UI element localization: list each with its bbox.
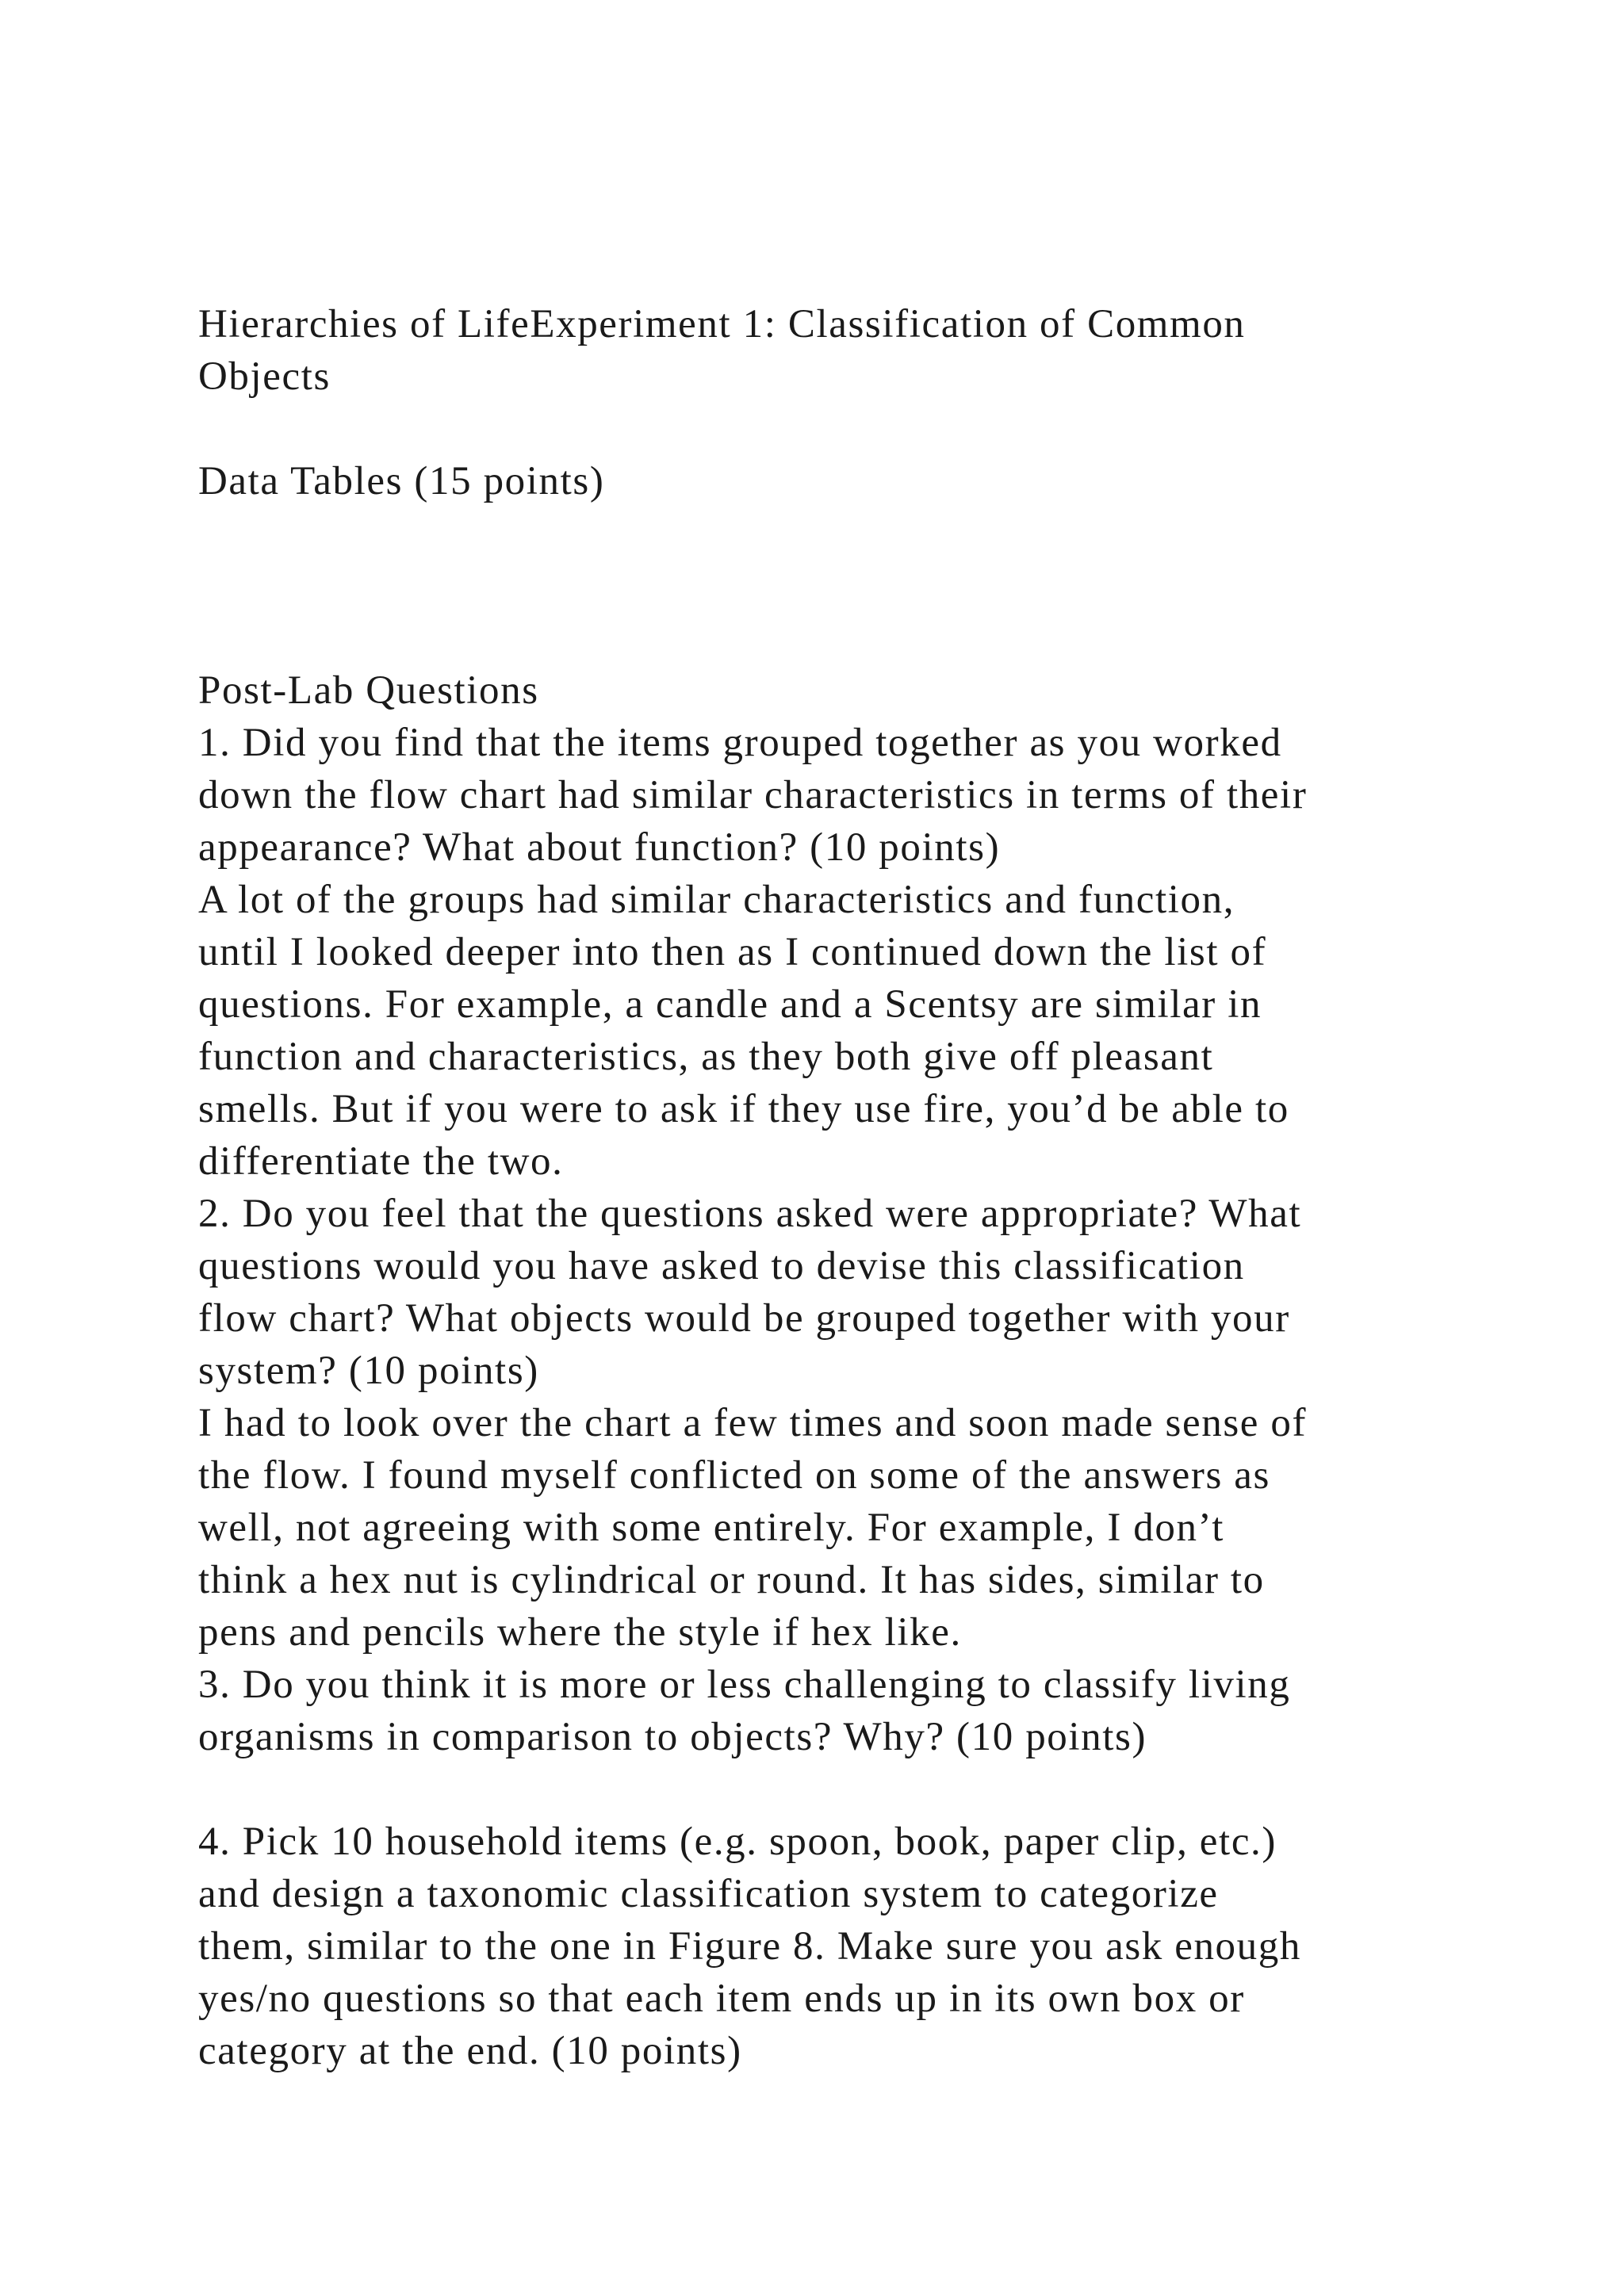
- text-line: and design a taxonomic classification system to categorize: [198, 1872, 1219, 1916]
- text-line: 3. Do you think it is more or less challenging to classify living: [198, 1663, 1291, 1707]
- text-line: I had to look over the chart a few times and soon made sense of: [198, 1401, 1308, 1445]
- text-line: questions. For example, a candle and a Scentsy are similar in: [198, 982, 1262, 1027]
- blank-line: [198, 507, 1507, 560]
- text-line: category at the end. (10 points): [198, 2029, 742, 2073]
- text-line: down the flow chart had similar characteristics in terms of their: [198, 773, 1308, 817]
- text-line: 4. Pick 10 household items (e.g. spoon, book, paper clip, etc.): [198, 1820, 1277, 1864]
- text-line: Data Tables (15 points): [198, 459, 605, 503]
- text-line: well, not agreeing with some entirely. For example, I don’t: [198, 1506, 1225, 1550]
- text-line: organisms in comparison to objects? Why? (10 points): [198, 1715, 1147, 1759]
- blank-line: [198, 560, 1507, 612]
- blank-line: [198, 1763, 1507, 1816]
- blank-line: [198, 403, 1507, 455]
- text-line: function and characteristics, as they both give off pleasant: [198, 1035, 1214, 1079]
- text-line: pens and pencils where the style if hex like.: [198, 1610, 962, 1655]
- document-body: [198, 298, 1507, 2077]
- text-line: system? (10 points): [198, 1349, 539, 1393]
- text-line: smells. But if you were to ask if they use fire, you’d be able to: [198, 1087, 1289, 1131]
- text-line: A lot of the groups had similar characteristics and function,: [198, 878, 1235, 922]
- text-line: flow chart? What objects would be grouped together with your: [198, 1296, 1290, 1341]
- text-line: appearance? What about function? (10 points): [198, 825, 1001, 870]
- text-line: the flow. I found myself conflicted on some of the answers as: [198, 1453, 1270, 1498]
- text-line: think a hex nut is cylindrical or round. It has sides, similar to: [198, 1558, 1265, 1602]
- text-line: Objects: [198, 354, 331, 399]
- text-line: until I looked deeper into then as I continued down the list of: [198, 930, 1267, 974]
- blank-line: [198, 612, 1507, 664]
- text-line: them, similar to the one in Figure 8. Make sure you ask enough: [198, 1924, 1301, 1969]
- text-line: yes/no questions so that each item ends up in its own box or: [198, 1976, 1245, 2021]
- text-line: 1. Did you find that the items grouped together as you worked: [198, 721, 1282, 765]
- text-line: 2. Do you feel that the questions asked were appropriate? What: [198, 1192, 1302, 1236]
- text-line: Hierarchies of LifeExperiment 1: Classification of Common: [198, 302, 1246, 346]
- text-line: Post-Lab Questions: [198, 668, 539, 713]
- text-line: questions would you have asked to devise this classification: [198, 1244, 1245, 1288]
- text-line: differentiate the two.: [198, 1139, 564, 1184]
